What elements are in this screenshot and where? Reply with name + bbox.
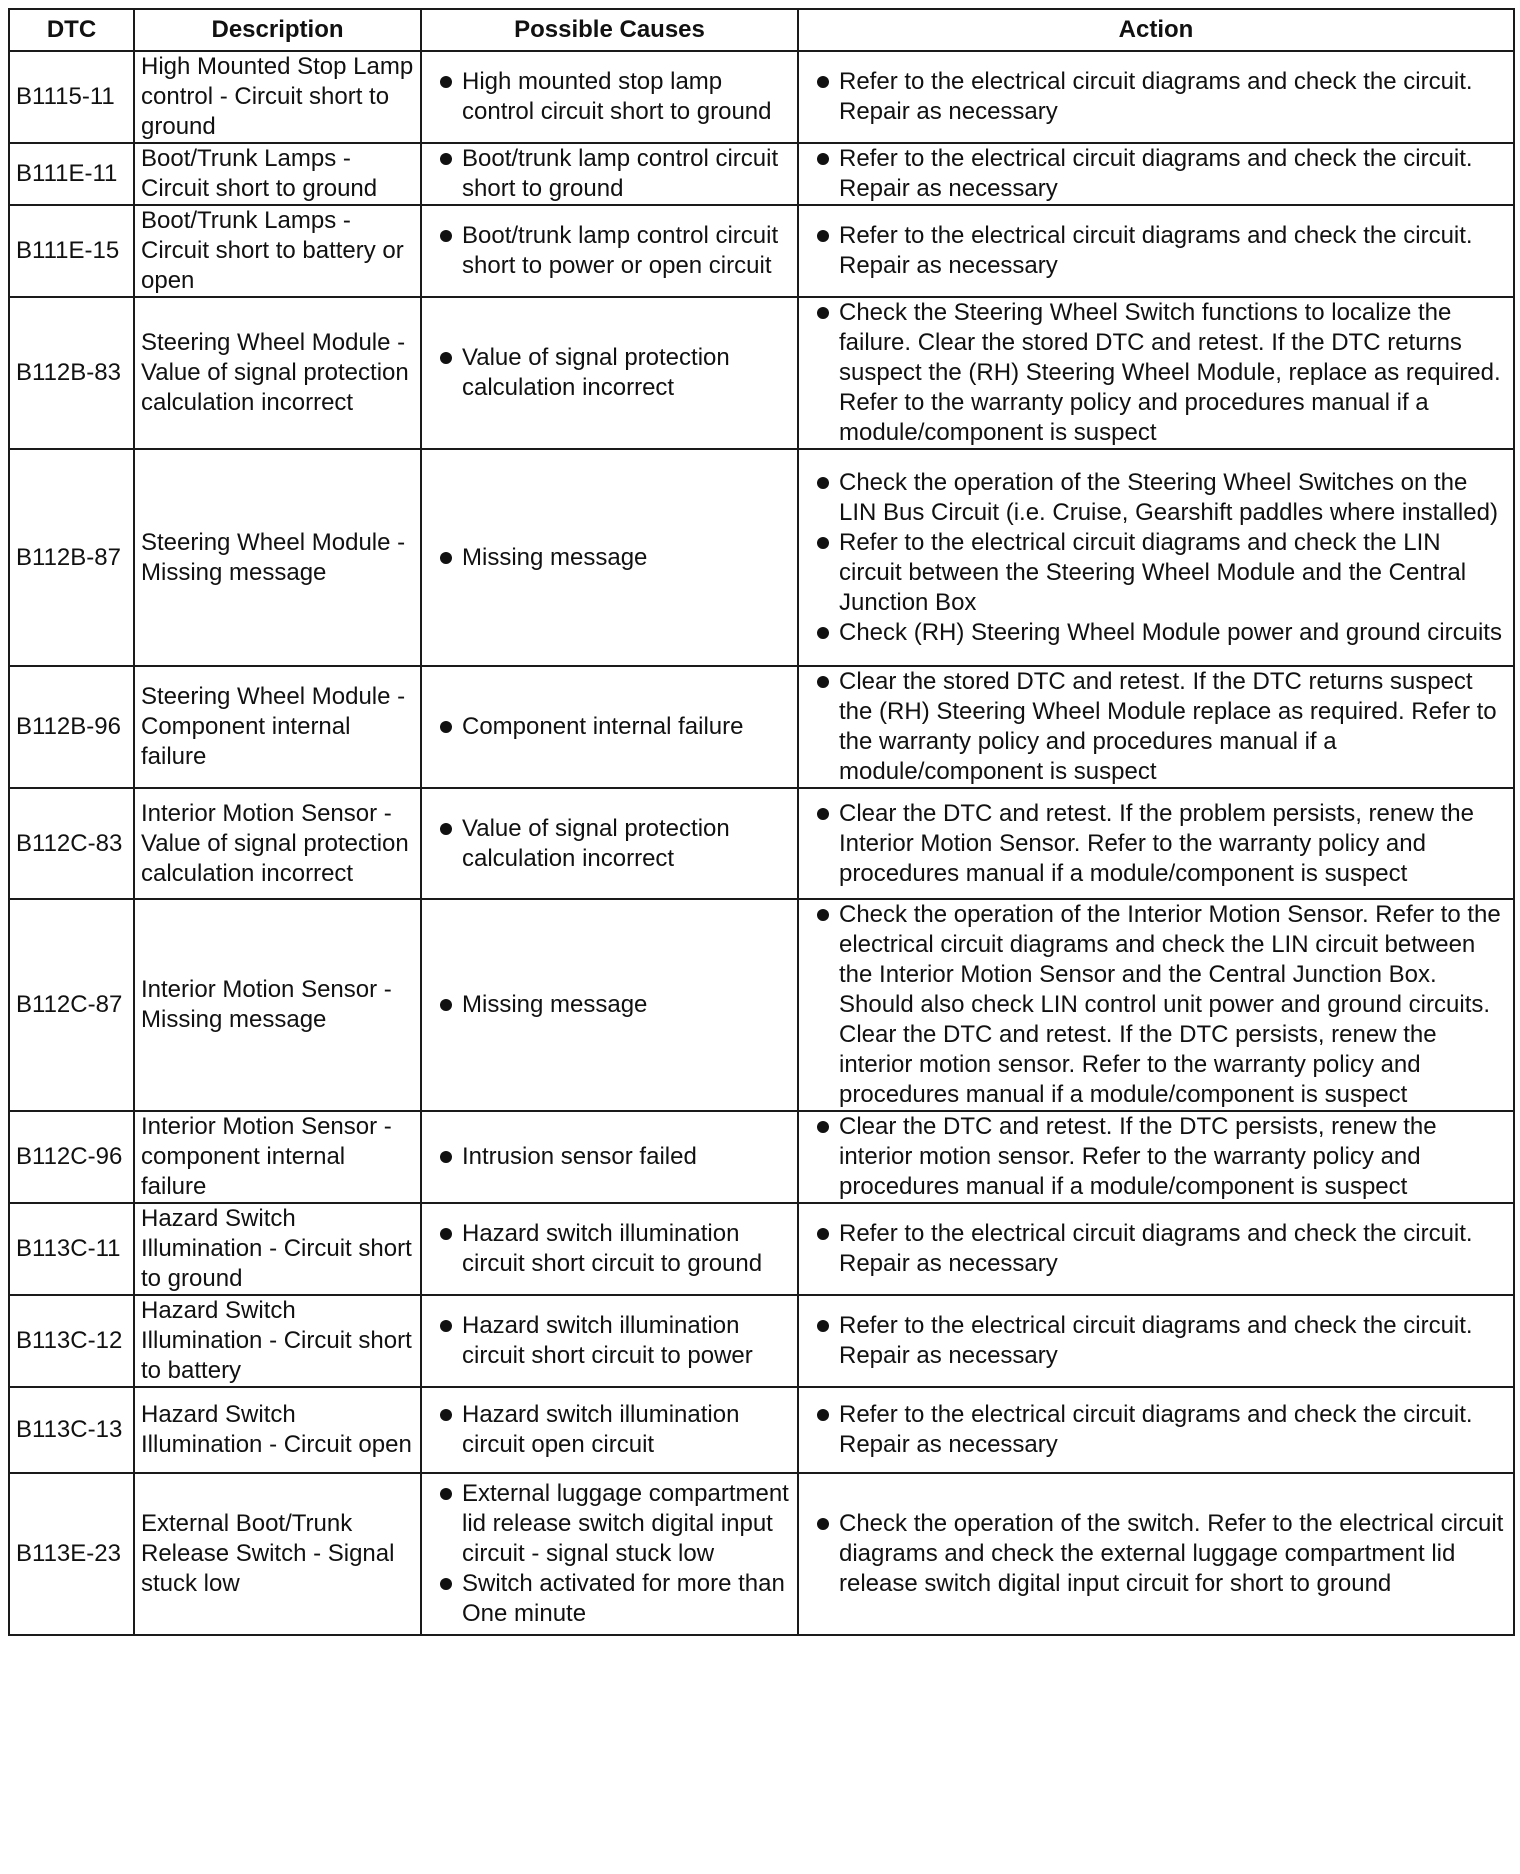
cause-item: Missing message bbox=[428, 543, 791, 573]
actions-list bbox=[805, 468, 1507, 648]
possible-causes bbox=[421, 1473, 798, 1635]
dtc-code: B112B-83 bbox=[9, 297, 134, 449]
action bbox=[798, 666, 1514, 788]
action-item: Refer to the electrical circuit diagrams and check the circuit. Repair as necessary bbox=[805, 1311, 1507, 1371]
action-item: Refer to the electrical circuit diagrams and check the circuit. Repair as necessary bbox=[805, 1400, 1507, 1460]
causes-list bbox=[428, 343, 791, 403]
table-row bbox=[9, 297, 1514, 449]
table-row bbox=[9, 899, 1514, 1111]
cause-item: Hazard switch illumination circuit short circuit to power bbox=[428, 1311, 791, 1371]
table-row bbox=[9, 1295, 1514, 1387]
actions-list bbox=[805, 144, 1507, 204]
action bbox=[798, 297, 1514, 449]
possible-causes bbox=[421, 1111, 798, 1203]
possible-causes bbox=[421, 788, 798, 899]
cause-item: Intrusion sensor failed bbox=[428, 1142, 791, 1172]
dtc-description: Steering Wheel Module - Component internal failure bbox=[134, 666, 421, 788]
cause-item: Value of signal protection calculation incorrect bbox=[428, 814, 791, 874]
action-item: Check the operation of the switch. Refer to the electrical circuit diagrams and check the external luggage compartment lid release switch digital input circuit for short to ground bbox=[805, 1509, 1507, 1599]
action bbox=[798, 51, 1514, 143]
actions-list bbox=[805, 900, 1507, 1110]
cause-item: External luggage compartment lid release switch digital input circuit - signal stuck low bbox=[428, 1479, 791, 1569]
dtc-description: Hazard Switch Illumination - Circuit short to ground bbox=[134, 1203, 421, 1295]
table-row bbox=[9, 788, 1514, 899]
table-row bbox=[9, 1111, 1514, 1203]
header-description: Description bbox=[134, 9, 421, 51]
action bbox=[798, 1111, 1514, 1203]
action-item: Refer to the electrical circuit diagrams and check the LIN circuit between the Steering Wheel Module and the Central Junction Box bbox=[805, 528, 1507, 618]
possible-causes bbox=[421, 449, 798, 666]
dtc-code: B111E-15 bbox=[9, 205, 134, 297]
action-item: Clear the DTC and retest. If the DTC persists, renew the interior motion sensor. Refer to the warranty policy and procedures manual if a module/component is suspect bbox=[805, 1112, 1507, 1202]
possible-causes bbox=[421, 51, 798, 143]
actions-list bbox=[805, 1311, 1507, 1371]
table-row bbox=[9, 449, 1514, 666]
cause-item: Switch activated for more than One minute bbox=[428, 1569, 791, 1629]
action bbox=[798, 788, 1514, 899]
cause-item: Missing message bbox=[428, 990, 791, 1020]
header-dtc: DTC bbox=[9, 9, 134, 51]
dtc-description: Interior Motion Sensor - component internal failure bbox=[134, 1111, 421, 1203]
table-row bbox=[9, 666, 1514, 788]
causes-list bbox=[428, 1479, 791, 1629]
action bbox=[798, 1473, 1514, 1635]
dtc-description: External Boot/Trunk Release Switch - Signal stuck low bbox=[134, 1473, 421, 1635]
header-possible-causes: Possible Causes bbox=[421, 9, 798, 51]
dtc-description: Boot/Trunk Lamps - Circuit short to ground bbox=[134, 143, 421, 205]
dtc-description: Steering Wheel Module - Value of signal protection calculation incorrect bbox=[134, 297, 421, 449]
possible-causes bbox=[421, 666, 798, 788]
possible-causes bbox=[421, 297, 798, 449]
table-row bbox=[9, 205, 1514, 297]
action-item: Check the operation of the Interior Motion Sensor. Refer to the electrical circuit diagrams and check the LIN circuit between the Interior Motion Sensor and the Central Junction Box. Should also check LIN control unit power and ground circuits. Clear the DTC and retest. If the DTC persists, renew the interior motion sensor. Refer to the warranty policy and procedures manual if a module/component is suspect bbox=[805, 900, 1507, 1110]
dtc-code: B112B-96 bbox=[9, 666, 134, 788]
table-row bbox=[9, 1203, 1514, 1295]
dtc-code: B113C-12 bbox=[9, 1295, 134, 1387]
action bbox=[798, 1295, 1514, 1387]
dtc-table bbox=[8, 8, 1515, 1636]
table-row bbox=[9, 143, 1514, 205]
causes-list bbox=[428, 144, 791, 204]
dtc-description: Hazard Switch Illumination - Circuit open bbox=[134, 1387, 421, 1473]
action-item: Clear the DTC and retest. If the problem persists, renew the Interior Motion Sensor. Refer to the warranty policy and procedures manual if a module/component is suspect bbox=[805, 799, 1507, 889]
causes-list bbox=[428, 1219, 791, 1279]
cause-item: Component internal failure bbox=[428, 712, 791, 742]
action-item: Refer to the electrical circuit diagrams and check the circuit. Repair as necessary bbox=[805, 67, 1507, 127]
causes-list bbox=[428, 712, 791, 742]
causes-list bbox=[428, 814, 791, 874]
causes-list bbox=[428, 990, 791, 1020]
dtc-code: B112C-96 bbox=[9, 1111, 134, 1203]
action bbox=[798, 449, 1514, 666]
dtc-description: Hazard Switch Illumination - Circuit short to battery bbox=[134, 1295, 421, 1387]
actions-list bbox=[805, 1219, 1507, 1279]
action bbox=[798, 205, 1514, 297]
dtc-code: B113E-23 bbox=[9, 1473, 134, 1635]
dtc-description: Interior Motion Sensor - Missing message bbox=[134, 899, 421, 1111]
causes-list bbox=[428, 67, 791, 127]
dtc-description: Interior Motion Sensor - Value of signal protection calculation incorrect bbox=[134, 788, 421, 899]
action-item: Check the operation of the Steering Wheel Switches on the LIN Bus Circuit (i.e. Cruise, Gearshift paddles where installed) bbox=[805, 468, 1507, 528]
possible-causes bbox=[421, 205, 798, 297]
causes-list bbox=[428, 1400, 791, 1460]
possible-causes bbox=[421, 1295, 798, 1387]
table-row bbox=[9, 51, 1514, 143]
dtc-code: B112C-87 bbox=[9, 899, 134, 1111]
cause-item: Hazard switch illumination circuit open circuit bbox=[428, 1400, 791, 1460]
action bbox=[798, 1203, 1514, 1295]
cause-item: High mounted stop lamp control circuit short to ground bbox=[428, 67, 791, 127]
dtc-code: B113C-13 bbox=[9, 1387, 134, 1473]
actions-list bbox=[805, 298, 1507, 448]
dtc-code: B112B-87 bbox=[9, 449, 134, 666]
causes-list bbox=[428, 221, 791, 281]
causes-list bbox=[428, 543, 791, 573]
actions-list bbox=[805, 1400, 1507, 1460]
header-action: Action bbox=[798, 9, 1514, 51]
action-item: Clear the stored DTC and retest. If the DTC returns suspect the (RH) Steering Wheel Module replace as required. Refer to the warranty policy and procedures manual if a module/component is suspect bbox=[805, 667, 1507, 787]
dtc-code: B1115-11 bbox=[9, 51, 134, 143]
actions-list bbox=[805, 1112, 1507, 1202]
actions-list bbox=[805, 221, 1507, 281]
action-item: Refer to the electrical circuit diagrams and check the circuit. Repair as necessary bbox=[805, 221, 1507, 281]
dtc-code: B113C-11 bbox=[9, 1203, 134, 1295]
cause-item: Hazard switch illumination circuit short circuit to ground bbox=[428, 1219, 791, 1279]
action bbox=[798, 899, 1514, 1111]
action bbox=[798, 1387, 1514, 1473]
dtc-description: Steering Wheel Module - Missing message bbox=[134, 449, 421, 666]
possible-causes bbox=[421, 899, 798, 1111]
dtc-code: B112C-83 bbox=[9, 788, 134, 899]
actions-list bbox=[805, 799, 1507, 889]
action bbox=[798, 143, 1514, 205]
action-item: Refer to the electrical circuit diagrams and check the circuit. Repair as necessary bbox=[805, 144, 1507, 204]
actions-list bbox=[805, 67, 1507, 127]
table-row bbox=[9, 1473, 1514, 1635]
table-row bbox=[9, 1387, 1514, 1473]
causes-list bbox=[428, 1311, 791, 1371]
actions-list bbox=[805, 667, 1507, 787]
action-item: Check the Steering Wheel Switch functions to localize the failure. Clear the stored DTC and retest. If the DTC returns suspect the (RH) Steering Wheel Module, replace as required. Refer to the warranty policy and procedures manual if a module/component is suspect bbox=[805, 298, 1507, 448]
possible-causes bbox=[421, 143, 798, 205]
cause-item: Boot/trunk lamp control circuit short to power or open circuit bbox=[428, 221, 791, 281]
action-item: Refer to the electrical circuit diagrams and check the circuit. Repair as necessary bbox=[805, 1219, 1507, 1279]
dtc-description: Boot/Trunk Lamps - Circuit short to battery or open bbox=[134, 205, 421, 297]
cause-item: Value of signal protection calculation incorrect bbox=[428, 343, 791, 403]
possible-causes bbox=[421, 1387, 798, 1473]
action-item: Check (RH) Steering Wheel Module power and ground circuits bbox=[805, 618, 1507, 648]
possible-causes bbox=[421, 1203, 798, 1295]
dtc-code: B111E-11 bbox=[9, 143, 134, 205]
actions-list bbox=[805, 1509, 1507, 1599]
causes-list bbox=[428, 1142, 791, 1172]
table-body bbox=[9, 51, 1514, 1635]
cause-item: Boot/trunk lamp control circuit short to ground bbox=[428, 144, 791, 204]
header-row bbox=[9, 9, 1514, 51]
dtc-description: High Mounted Stop Lamp control - Circuit short to ground bbox=[134, 51, 421, 143]
